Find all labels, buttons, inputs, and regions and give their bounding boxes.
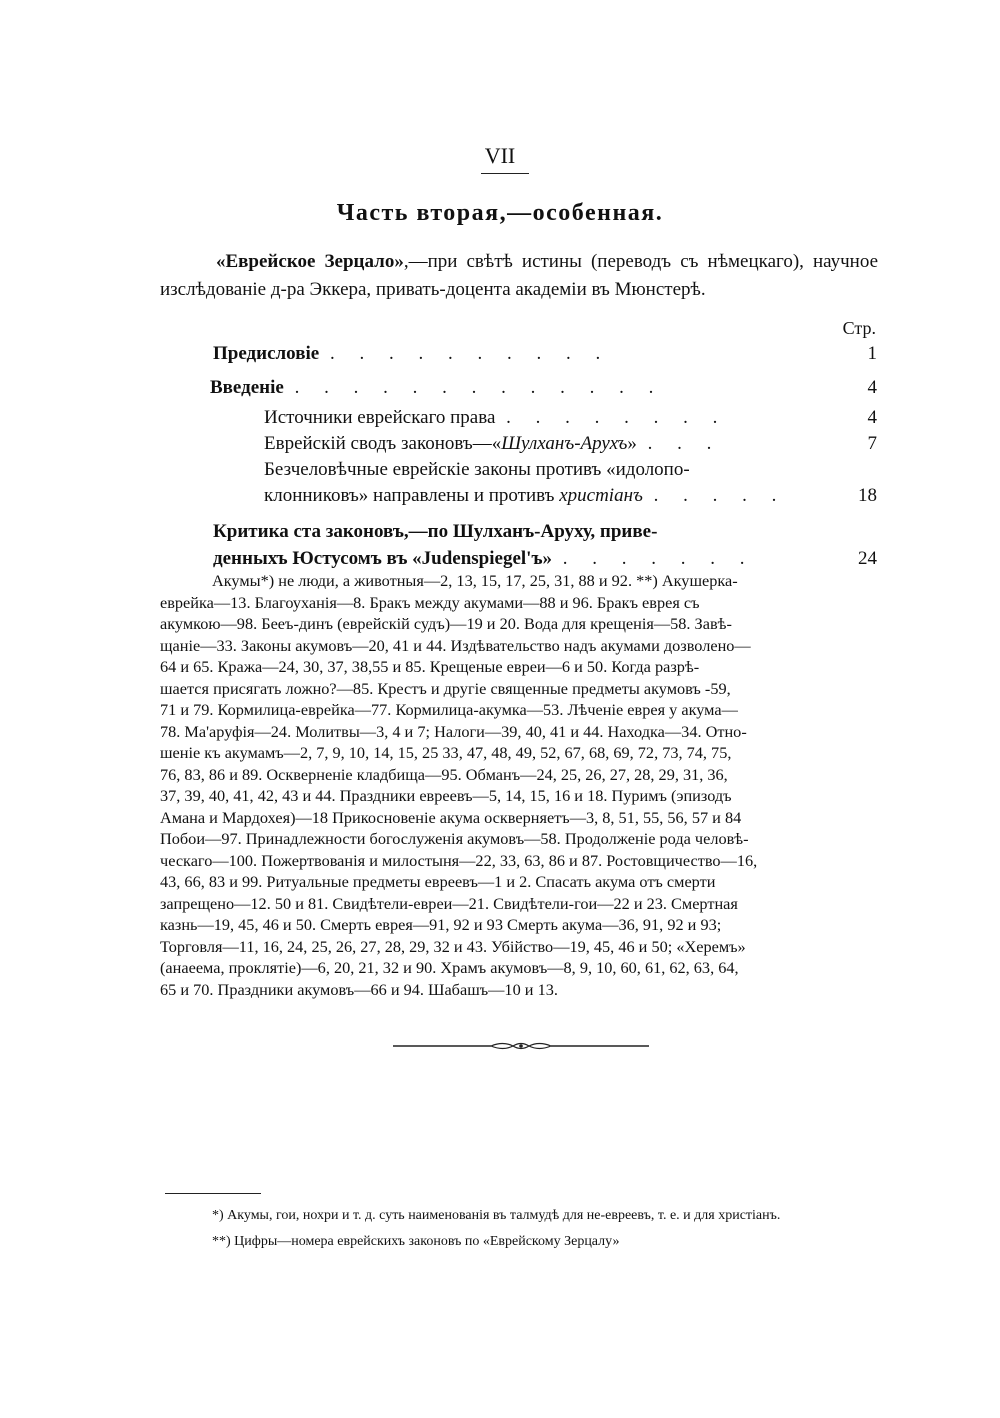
toc-entry-label-line1: Безчеловѣчные еврейскіе законы противъ «идолопо-	[264, 459, 690, 480]
toc-leader-dots: . . . . . . . .	[506, 407, 728, 428]
footnote: **) Цифры—номера еврейскихъ законовъ по «Еврейскому Зерцалу»	[212, 1234, 620, 1249]
index-line: шеніе къ акумамъ—2, 7, 9, 10, 14, 15, 25 33, 47, 48, 49, 52, 67, 68, 69, 72, 73, 74, 75,	[160, 743, 732, 762]
toc-page-number: 4	[867, 407, 877, 428]
index-line: щаніе—33. Законы акумовъ—20, 41 и 44. Издѣвательство надъ акумами дозволено—	[160, 635, 751, 655]
index-line: 76, 83, 86 и 89. Оскверненіе кладбища—95. Обманъ—24, 25, 26, 27, 28, 29, 31, 36,	[160, 764, 728, 784]
index-line: (анаеема, проклятіе)—6, 20, 21, 32 и 90. Храмъ акумовъ—8, 9, 10, 60, 61, 62, 63, 64,	[160, 958, 739, 977]
page-number: VII	[484, 143, 516, 168]
index-line: еврейка—13. Благоуханія—8. Бракъ между акумами—88 и 96. Бракъ еврея съ	[160, 592, 700, 612]
toc-entry-label-line2-italic: христіанъ	[559, 485, 643, 506]
toc-entry-sources[interactable]	[264, 404, 877, 431]
intro-text: ,—при свѣтѣ истины (переводъ съ нѣмецкаго), научное изслѣдованіе д-ра Эккера, привать-доцента академіи въ Мюнстерѣ.	[160, 251, 879, 300]
index-line: акумкою—98. Бееъ-динъ (еврейскій судъ)—19 и 20. Вода для крещенія—58. Завѣ-	[160, 614, 732, 633]
toc-entry-label-line2-prefix: клонниковъ» направлены и противъ	[264, 485, 560, 506]
toc-leader-dots: . . . . .	[653, 485, 787, 506]
index-line: Амана и Мардохея)—18 Прикосновеніе акума оскверняетъ—3, 8, 51, 55, 56, 57 и 84	[160, 807, 742, 827]
toc-entry-critique-line1[interactable]	[213, 518, 833, 545]
index-line: 43, 66, 83 и 99. Ритуальные предметы евреевъ—1 и 2. Спасать акума отъ смерти	[160, 872, 716, 891]
toc-page-column-label: Стр.	[842, 318, 876, 338]
toc-entry-label: Предисловіе	[213, 343, 320, 364]
page-number-underline	[481, 173, 529, 174]
footnote: *) Акумы, гои, нохри и т. д. суть наименованія въ талмудѣ для не-евреевъ, т. е. и для христіанъ.	[212, 1208, 781, 1223]
toc-entry-label: Введеніе	[210, 377, 284, 398]
toc-page-number: 24	[858, 548, 877, 569]
toc-entry-label-suffix: »	[627, 433, 637, 454]
toc-entry-label-italic: Шулханъ-Арухъ	[501, 433, 628, 454]
ornament-divider	[393, 1039, 649, 1053]
footnote-separator	[165, 1193, 261, 1194]
toc-entry-label-line2: денныхъ Юстусомъ въ «Judenspiegel'ъ»	[213, 548, 553, 569]
index-line: казнь—19, 45, 46 и 50. Смерть еврея—91, 92 и 93 Смерть акума—36, 91, 92 и 93;	[160, 915, 722, 934]
toc-entry-label: Источники еврейскаго права	[264, 407, 496, 428]
index-line: ческаго—100. Пожертвованія и милостыня—22, 33, 63, 86 и 87. Ростовщичество—16,	[160, 850, 758, 870]
index-line: 71 и 79. Кормилица-еврейка—77. Кормилица-акумка—53. Лѣченіе еврея у акума—	[160, 700, 738, 719]
index-line: Акумы*) не люди, а животныя—2, 13, 15, 17, 25, 31, 88 и 92. **) Акушерка-	[212, 571, 738, 590]
toc-entry-label-line1: Критика ста законовъ,—по Шулханъ-Аруху, приве-	[213, 521, 658, 542]
toc-page-number: 18	[858, 485, 877, 506]
toc-entry-preface[interactable]	[213, 340, 877, 367]
intro-title: «Еврейское Зерцало»	[216, 251, 404, 272]
toc-entry-critique-line2[interactable]	[213, 545, 877, 572]
toc-leader-dots: . . . . . . .	[562, 548, 755, 569]
toc-page-number: 7	[867, 433, 877, 454]
index-line: 78. Ма'аруфія—24. Молитвы—3, 4 и 7; Налоги—39, 40, 41 и 44. Находка—34. Отно-	[160, 721, 747, 741]
index-line: запрещено—12. 50 и 81. Свидѣтели-евреи—21. Свидѣтели-гои—22 и 23. Смертная	[160, 893, 738, 913]
toc-entry-inhuman-laws-line2[interactable]	[264, 482, 877, 509]
subject-index	[160, 570, 878, 1000]
toc-leader-dots: . . . . . . . . . .	[329, 343, 611, 364]
index-line: 64 и 65. Кража—24, 30, 37, 38,55 и 85. Крещеные евреи—6 и 50. Когда разрѣ-	[160, 657, 700, 676]
index-line: 65 и 70. Праздники акумовъ—66 и 94. Шабашъ—10 и 13.	[160, 979, 558, 999]
toc-leader-dots: . . .	[647, 433, 722, 454]
index-line: шается присягать ложно?—85. Крестъ и другіе священные предметы акумовъ -59,	[160, 678, 731, 698]
toc-entry-inhuman-laws-line1[interactable]	[264, 456, 828, 483]
index-line: Побои—97. Принадлежности богослуженія акумовъ—58. Продолженіе рода человѣ-	[160, 829, 749, 848]
footnotes	[160, 1206, 878, 1258]
toc-leader-dots: . . . . . . . . . . . . .	[294, 377, 664, 398]
toc-page-number: 1	[867, 343, 877, 364]
index-line: Торговля—11, 16, 24, 25, 26, 27, 28, 29, 32 и 43. Убійство—19, 45, 46 и 50; «Херемъ»	[160, 936, 746, 956]
intro-paragraph	[160, 248, 878, 304]
toc-entry-introduction[interactable]	[210, 374, 877, 401]
toc-entry-label-prefix: Еврейскій сводъ законовъ—«	[264, 433, 502, 454]
toc-entry-shulchan-aruch[interactable]	[264, 430, 877, 457]
toc-page-number: 4	[867, 377, 877, 398]
part-title: Часть вторая,—особенная.	[336, 200, 664, 226]
index-line: 37, 39, 40, 41, 42, 43 и 44. Праздники евреевъ—5, 14, 15, 16 и 18. Пуримъ (эпизодъ	[160, 786, 732, 805]
